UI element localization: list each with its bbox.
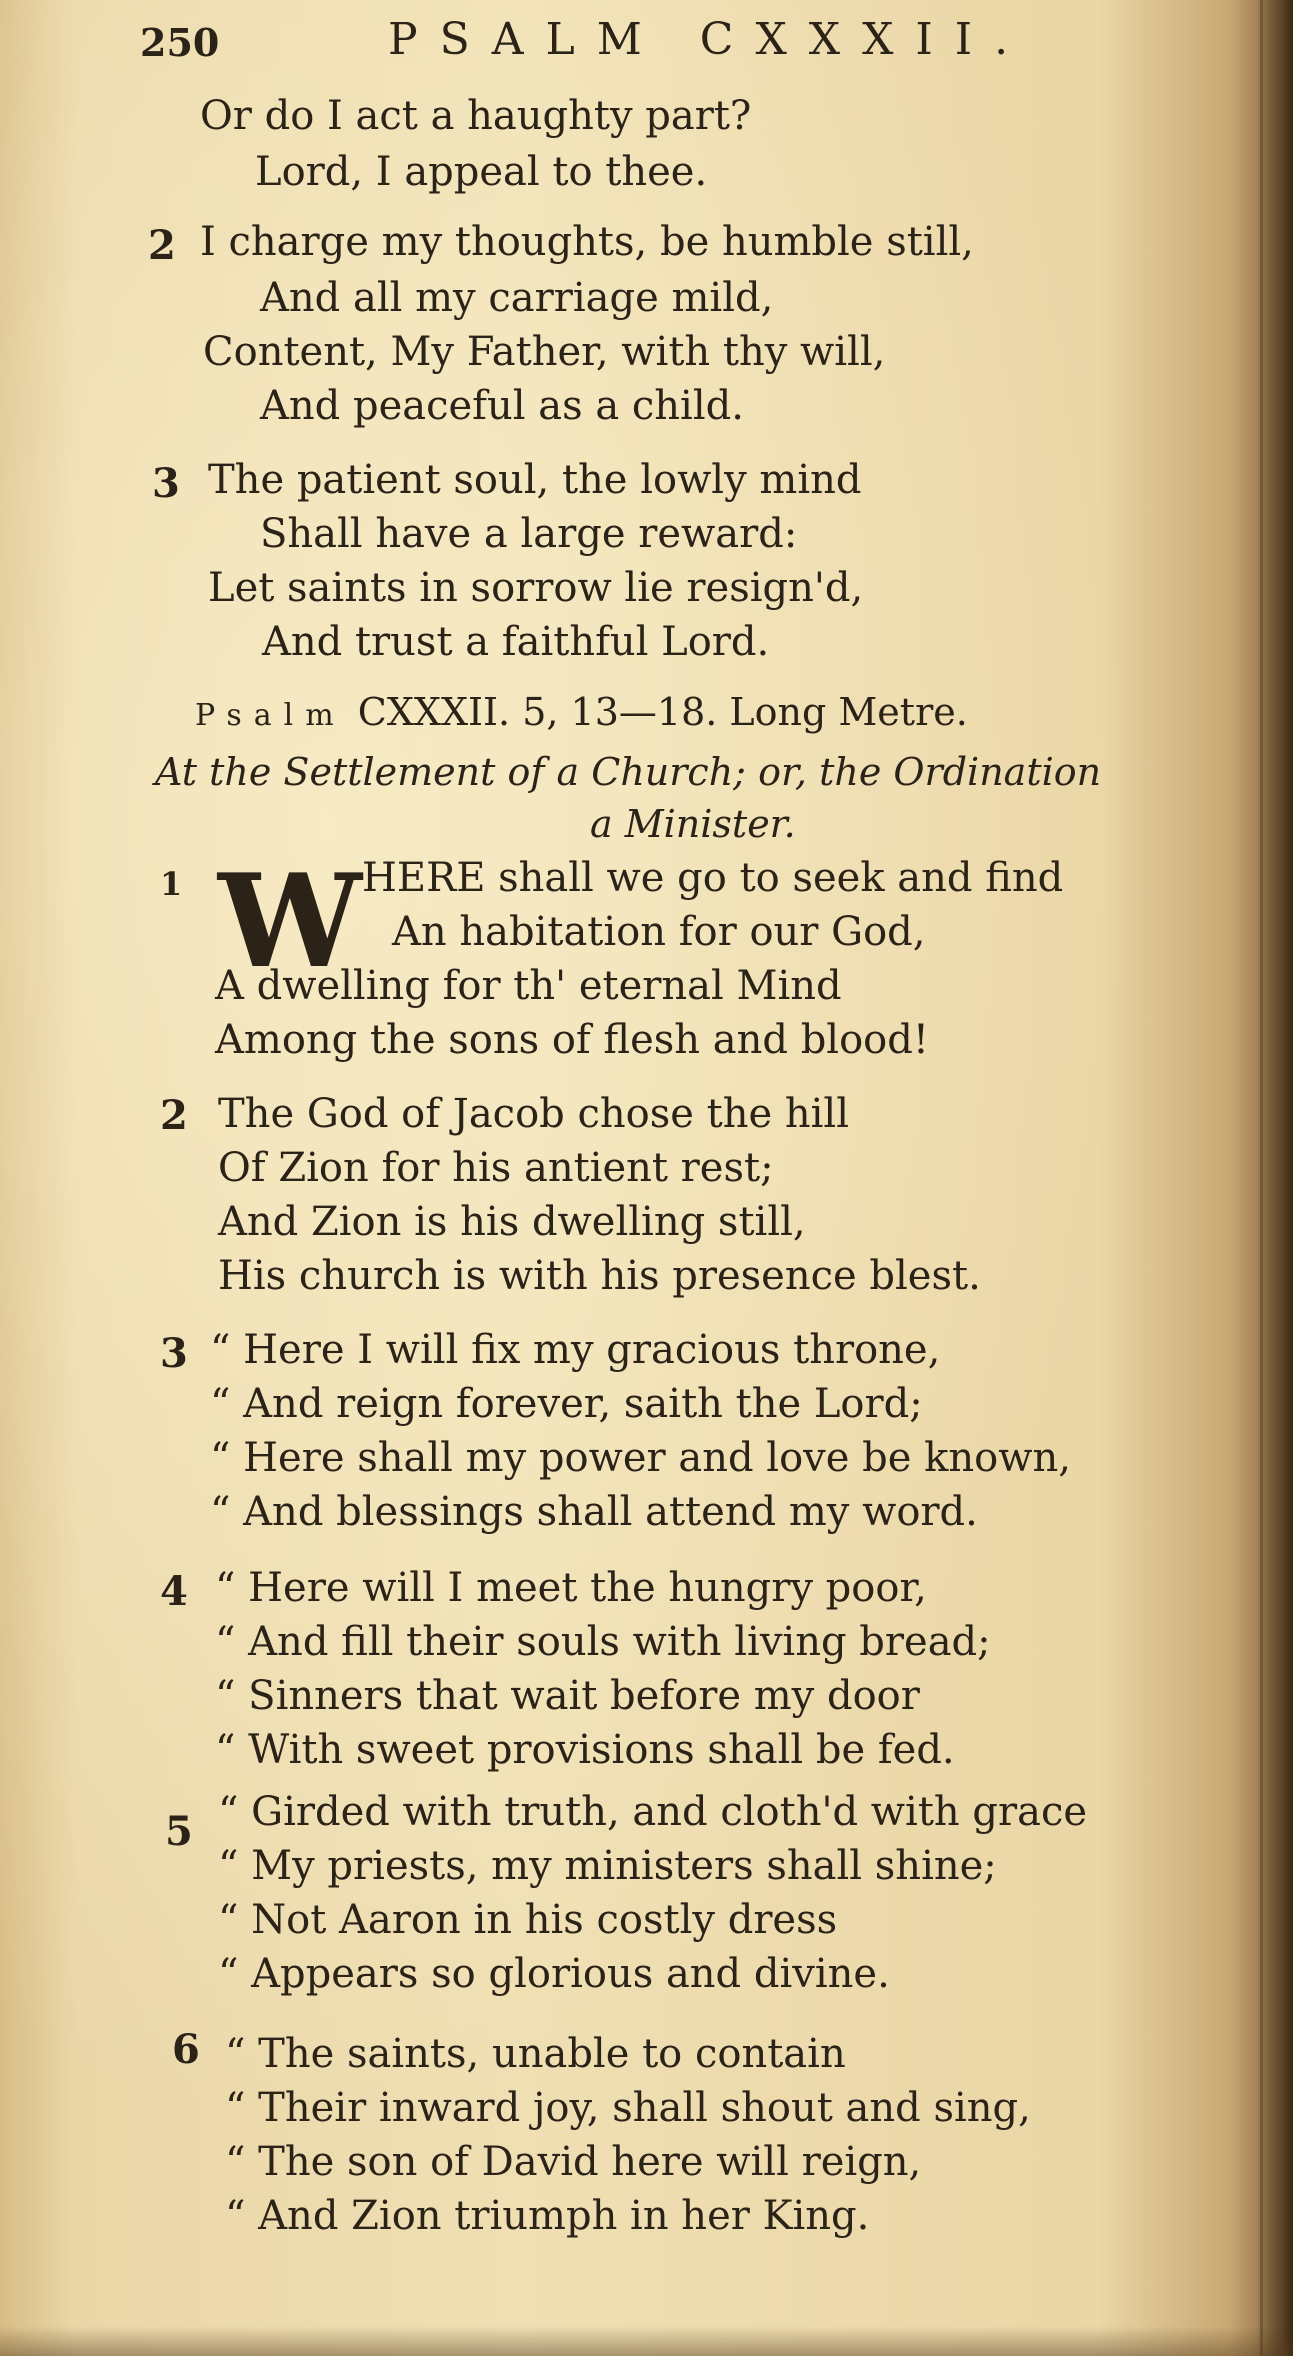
running-title: PSALM CXXXII. bbox=[388, 14, 1031, 65]
verse-line: And all my carriage mild, bbox=[260, 275, 774, 321]
running-head bbox=[140, 14, 1140, 74]
verse-line: “ The son of David here will reign, bbox=[225, 2139, 922, 2185]
psalm-heading-label: Psalm bbox=[195, 698, 346, 733]
verse-number: 3 bbox=[160, 1330, 188, 1377]
psalm-subtitle-continued: a Minister. bbox=[590, 802, 796, 846]
verse-number: 1 bbox=[160, 865, 183, 903]
verse-line: “ Not Aaron in his costly dress bbox=[218, 1897, 838, 1943]
verse-line: “ The saints, unable to contain bbox=[225, 2031, 846, 2077]
verse-line: Lord, I appeal to thee. bbox=[255, 149, 708, 195]
verse-line: An habitation for our God, bbox=[392, 909, 926, 955]
verse-line: And trust a faithful Lord. bbox=[262, 619, 770, 665]
verse-number: 2 bbox=[160, 1092, 188, 1139]
psalm-heading bbox=[195, 690, 968, 734]
verse-line: “ Their inward joy, shall shout and sing, bbox=[225, 2085, 1031, 2131]
verse-line: Or do I act a haughty part? bbox=[200, 93, 752, 139]
verse-number: 5 bbox=[165, 1808, 193, 1855]
verse-line: Let saints in sorrow lie resign'd, bbox=[208, 565, 864, 611]
verse-line: Content, My Father, with thy will, bbox=[203, 329, 886, 375]
verse-line: I charge my thoughts, be humble still, bbox=[200, 219, 974, 265]
verse-line: “ And reign forever, saith the Lord; bbox=[210, 1381, 923, 1427]
verse-number: 2 bbox=[148, 222, 176, 269]
verse-line: A dwelling for th' eternal Mind bbox=[215, 963, 842, 1009]
verse-line: “ With sweet provisions shall be fed. bbox=[215, 1727, 955, 1773]
verse-line: “ Here shall my power and love be known, bbox=[210, 1435, 1071, 1481]
psalm-heading-text: CXXXII. 5, 13—18. Long Metre. bbox=[357, 690, 968, 734]
page-edge-line bbox=[1260, 0, 1263, 2356]
verse-number: 6 bbox=[172, 2026, 200, 2073]
verse-line: “ Here will I meet the hungry poor, bbox=[215, 1565, 927, 1611]
page-number: 250 bbox=[140, 20, 220, 65]
verse-line: “ And fill their souls with living bread; bbox=[215, 1619, 991, 1665]
verse-line: “ My priests, my ministers shall shine; bbox=[218, 1843, 997, 1889]
drop-cap: W bbox=[218, 847, 362, 997]
verse-line: “ Appears so glorious and divine. bbox=[218, 1951, 890, 1997]
verse-line: The patient soul, the lowly mind bbox=[208, 457, 862, 503]
verse-line: “ Here I will fix my gracious throne, bbox=[210, 1327, 941, 1373]
verse-number: 3 bbox=[152, 460, 180, 507]
verse-line: The God of Jacob chose the hill bbox=[218, 1091, 849, 1137]
verse-line: “ And blessings shall attend my word. bbox=[210, 1489, 978, 1535]
page-bottom-shadow bbox=[0, 2326, 1293, 2356]
verse-line: HERE shall we go to seek and find bbox=[362, 855, 1064, 901]
verse-line: “ Sinners that wait before my door bbox=[215, 1673, 920, 1719]
verse-line: Of Zion for his antient rest; bbox=[218, 1145, 774, 1191]
verse-line: “ Girded with truth, and cloth'd with grace bbox=[218, 1789, 1088, 1835]
psalm-subtitle: At the Settlement of a Church; or, the Ordination bbox=[155, 750, 1102, 794]
verse-number: 4 bbox=[160, 1568, 188, 1615]
verse-line: And peaceful as a child. bbox=[260, 383, 744, 429]
verse-line: Shall have a large reward: bbox=[260, 511, 798, 557]
verse-line: His church is with his presence blest. bbox=[218, 1253, 981, 1299]
verse-line: “ And Zion triumph in her King. bbox=[225, 2193, 870, 2239]
verse-line: And Zion is his dwelling still, bbox=[218, 1199, 806, 1245]
verse-line: Among the sons of flesh and blood! bbox=[215, 1017, 929, 1063]
